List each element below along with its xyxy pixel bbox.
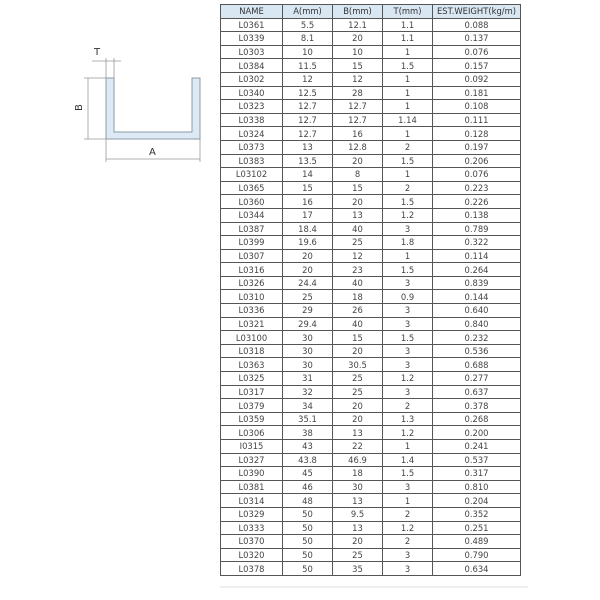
cell-name: L0329 [221, 507, 283, 521]
cell-b: 13 [333, 494, 383, 508]
cell-a: 34 [283, 399, 333, 413]
cell-t: 2 [383, 399, 433, 413]
cell-b: 13 [333, 521, 383, 535]
cell-b: 8 [333, 168, 383, 182]
cell-name: L0339 [221, 32, 283, 46]
cell-t: 1.1 [383, 32, 433, 46]
cell-a: 38 [283, 426, 333, 440]
cell-weight: 0.789 [433, 222, 521, 236]
cell-b: 46.9 [333, 453, 383, 467]
cell-t: 1 [383, 168, 433, 182]
cell-name: L0306 [221, 426, 283, 440]
cell-weight: 0.157 [433, 59, 521, 73]
cell-t: 1.5 [383, 467, 433, 481]
cell-a: 48 [283, 494, 333, 508]
u-channel-diagram [70, 40, 220, 170]
table-row [221, 127, 521, 141]
cell-weight: 0.810 [433, 480, 521, 494]
cell-weight: 0.137 [433, 32, 521, 46]
cell-t: 1 [383, 86, 433, 100]
cell-a: 29.4 [283, 317, 333, 331]
column-header-name: NAME [221, 5, 283, 19]
cell-a: 12.7 [283, 100, 333, 114]
cell-a: 46 [283, 480, 333, 494]
cell-weight: 0.241 [433, 440, 521, 454]
table-row [221, 317, 521, 331]
cell-weight: 0.790 [433, 548, 521, 562]
cell-t: 3 [383, 480, 433, 494]
cell-name: L03102 [221, 168, 283, 182]
dimension-label-t: T [94, 47, 101, 58]
table-row [221, 18, 521, 32]
cell-a: 18.4 [283, 222, 333, 236]
table-row [221, 86, 521, 100]
cell-t: 1 [383, 45, 433, 59]
cell-t: 3 [383, 344, 433, 358]
u-channel-profile-icon [70, 40, 220, 170]
cell-weight: 0.489 [433, 535, 521, 549]
table-row [221, 385, 521, 399]
cell-weight: 0.144 [433, 290, 521, 304]
table-row [221, 290, 521, 304]
cell-t: 1.5 [383, 331, 433, 345]
cell-name: L0373 [221, 140, 283, 154]
cell-weight: 0.108 [433, 100, 521, 114]
table-row [221, 263, 521, 277]
table-row [221, 140, 521, 154]
cell-a: 15 [283, 181, 333, 195]
cell-a: 45 [283, 467, 333, 481]
cell-a: 43.8 [283, 453, 333, 467]
table-row [221, 358, 521, 372]
cell-b: 25 [333, 372, 383, 386]
table-row [221, 276, 521, 290]
column-header-weight: EST.WEIGHT(kg/m) [433, 5, 521, 19]
cell-b: 18 [333, 290, 383, 304]
table-row [221, 521, 521, 535]
cell-weight: 0.640 [433, 304, 521, 318]
cell-name: L0338 [221, 113, 283, 127]
cell-t: 1.3 [383, 412, 433, 426]
table-row [221, 32, 521, 46]
cell-t: 1.5 [383, 154, 433, 168]
cell-weight: 0.223 [433, 181, 521, 195]
cell-weight: 0.322 [433, 236, 521, 250]
table-row [221, 59, 521, 73]
cell-b: 20 [333, 195, 383, 209]
table-row [221, 100, 521, 114]
cell-b: 25 [333, 385, 383, 399]
cell-name: L0320 [221, 548, 283, 562]
cell-name: L0336 [221, 304, 283, 318]
cell-t: 3 [383, 317, 433, 331]
cell-a: 43 [283, 440, 333, 454]
cell-weight: 0.114 [433, 249, 521, 263]
cell-t: 1.1 [383, 18, 433, 32]
cell-t: 2 [383, 181, 433, 195]
cell-b: 25 [333, 548, 383, 562]
cell-b: 25 [333, 236, 383, 250]
cell-t: 2 [383, 507, 433, 521]
cell-name: L0370 [221, 535, 283, 549]
cell-weight: 0.536 [433, 344, 521, 358]
cell-weight: 0.197 [433, 140, 521, 154]
cell-b: 30 [333, 480, 383, 494]
table-bottom-shadow [220, 586, 528, 588]
cell-b: 12.1 [333, 18, 383, 32]
cell-weight: 0.076 [433, 168, 521, 182]
cell-weight: 0.076 [433, 45, 521, 59]
cell-t: 1 [383, 127, 433, 141]
cell-b: 18 [333, 467, 383, 481]
cell-name: L0363 [221, 358, 283, 372]
cell-name: L0390 [221, 467, 283, 481]
cell-a: 8.1 [283, 32, 333, 46]
cell-b: 9.5 [333, 507, 383, 521]
cell-t: 1.8 [383, 236, 433, 250]
cell-weight: 0.277 [433, 372, 521, 386]
cell-b: 13 [333, 208, 383, 222]
table-row [221, 168, 521, 182]
cell-t: 1.14 [383, 113, 433, 127]
cell-a: 20 [283, 249, 333, 263]
cell-b: 20 [333, 154, 383, 168]
column-header-b: B(mm) [333, 5, 383, 19]
cell-weight: 0.181 [433, 86, 521, 100]
table-row [221, 535, 521, 549]
cell-name: I0315 [221, 440, 283, 454]
cell-t: 1 [383, 494, 433, 508]
cell-b: 16 [333, 127, 383, 141]
cell-b: 40 [333, 276, 383, 290]
cell-t: 1.4 [383, 453, 433, 467]
cell-b: 12.7 [333, 100, 383, 114]
cell-t: 1.2 [383, 208, 433, 222]
cell-name: L0316 [221, 263, 283, 277]
cell-a: 32 [283, 385, 333, 399]
cell-t: 3 [383, 304, 433, 318]
table-header-row [221, 5, 521, 19]
cell-name: L0326 [221, 276, 283, 290]
cell-weight: 0.092 [433, 72, 521, 86]
column-header-a: A(mm) [283, 5, 333, 19]
cell-t: 1.5 [383, 263, 433, 277]
table-body [221, 18, 521, 575]
cell-b: 28 [333, 86, 383, 100]
cell-name: L0318 [221, 344, 283, 358]
cell-name: L0365 [221, 181, 283, 195]
table-row [221, 372, 521, 386]
table-row [221, 45, 521, 59]
cell-a: 13 [283, 140, 333, 154]
table-row [221, 154, 521, 168]
cell-name: L0361 [221, 18, 283, 32]
cell-name: L0383 [221, 154, 283, 168]
cell-a: 25 [283, 290, 333, 304]
cell-name: L03100 [221, 331, 283, 345]
cell-a: 50 [283, 507, 333, 521]
cell-t: 3 [383, 222, 433, 236]
table-row [221, 344, 521, 358]
cell-t: 2 [383, 140, 433, 154]
cell-weight: 0.138 [433, 208, 521, 222]
cell-a: 13.5 [283, 154, 333, 168]
cell-b: 12.8 [333, 140, 383, 154]
cell-weight: 0.111 [433, 113, 521, 127]
cell-t: 1.2 [383, 372, 433, 386]
cell-a: 30 [283, 331, 333, 345]
cell-weight: 0.317 [433, 467, 521, 481]
cell-b: 20 [333, 399, 383, 413]
table-row [221, 440, 521, 454]
cell-b: 13 [333, 426, 383, 440]
cell-b: 15 [333, 181, 383, 195]
cell-a: 12.5 [283, 86, 333, 100]
cell-weight: 0.264 [433, 263, 521, 277]
table-row [221, 494, 521, 508]
cell-name: L0325 [221, 372, 283, 386]
cell-t: 1 [383, 440, 433, 454]
cell-weight: 0.839 [433, 276, 521, 290]
cell-name: L0327 [221, 453, 283, 467]
table-row [221, 426, 521, 440]
cell-weight: 0.268 [433, 412, 521, 426]
cell-b: 20 [333, 535, 383, 549]
cell-name: L0303 [221, 45, 283, 59]
cell-t: 3 [383, 385, 433, 399]
cell-t: 0.9 [383, 290, 433, 304]
table-row [221, 467, 521, 481]
cell-b: 23 [333, 263, 383, 277]
cell-weight: 0.200 [433, 426, 521, 440]
cell-a: 50 [283, 535, 333, 549]
cell-a: 30 [283, 344, 333, 358]
cell-name: L0399 [221, 236, 283, 250]
cell-b: 12 [333, 72, 383, 86]
cell-weight: 0.226 [433, 195, 521, 209]
cell-name: L0340 [221, 86, 283, 100]
cell-t: 1.2 [383, 521, 433, 535]
cell-t: 1.5 [383, 195, 433, 209]
table-row [221, 304, 521, 318]
cell-b: 15 [333, 59, 383, 73]
dimension-label-a: A [149, 147, 156, 158]
cell-t: 3 [383, 562, 433, 576]
cell-name: L0314 [221, 494, 283, 508]
cell-t: 3 [383, 358, 433, 372]
cell-a: 14 [283, 168, 333, 182]
table-row [221, 548, 521, 562]
table-row [221, 412, 521, 426]
cell-weight: 0.352 [433, 507, 521, 521]
cell-a: 12.7 [283, 127, 333, 141]
cell-weight: 0.840 [433, 317, 521, 331]
cell-b: 40 [333, 222, 383, 236]
cell-a: 16 [283, 195, 333, 209]
cell-name: L0381 [221, 480, 283, 494]
cell-name: L0317 [221, 385, 283, 399]
cell-name: L0323 [221, 100, 283, 114]
cell-a: 35.1 [283, 412, 333, 426]
table-row [221, 195, 521, 209]
cell-b: 12.7 [333, 113, 383, 127]
cell-b: 20 [333, 412, 383, 426]
cell-a: 30 [283, 358, 333, 372]
cell-t: 1 [383, 249, 433, 263]
cell-weight: 0.688 [433, 358, 521, 372]
table-row [221, 331, 521, 345]
cell-a: 24.4 [283, 276, 333, 290]
cell-a: 50 [283, 548, 333, 562]
cell-name: L0387 [221, 222, 283, 236]
cell-b: 20 [333, 32, 383, 46]
cell-name: L0307 [221, 249, 283, 263]
cell-b: 26 [333, 304, 383, 318]
table-row [221, 399, 521, 413]
table-row [221, 181, 521, 195]
table-row [221, 507, 521, 521]
cell-name: L0379 [221, 399, 283, 413]
cell-b: 40 [333, 317, 383, 331]
cell-name: L0344 [221, 208, 283, 222]
cell-name: L0310 [221, 290, 283, 304]
cell-t: 1 [383, 100, 433, 114]
table-row [221, 453, 521, 467]
cell-b: 30.5 [333, 358, 383, 372]
cell-a: 20 [283, 263, 333, 277]
cell-name: L0360 [221, 195, 283, 209]
cell-name: L0302 [221, 72, 283, 86]
table-row [221, 208, 521, 222]
cell-weight: 0.537 [433, 453, 521, 467]
cell-a: 31 [283, 372, 333, 386]
cell-t: 1.2 [383, 426, 433, 440]
cell-a: 12.7 [283, 113, 333, 127]
cell-weight: 0.232 [433, 331, 521, 345]
cell-name: L0359 [221, 412, 283, 426]
cell-name: L0378 [221, 562, 283, 576]
cell-t: 3 [383, 548, 433, 562]
cell-a: 10 [283, 45, 333, 59]
table-row [221, 236, 521, 250]
cell-a: 11.5 [283, 59, 333, 73]
u-channel-spec-table [220, 4, 521, 576]
cell-a: 12 [283, 72, 333, 86]
table-row [221, 562, 521, 576]
cell-b: 10 [333, 45, 383, 59]
cell-weight: 0.206 [433, 154, 521, 168]
cell-a: 50 [283, 562, 333, 576]
cell-a: 50 [283, 521, 333, 535]
cell-b: 35 [333, 562, 383, 576]
cell-weight: 0.088 [433, 18, 521, 32]
dimension-label-b: B [73, 104, 85, 111]
cell-b: 15 [333, 331, 383, 345]
cell-b: 20 [333, 344, 383, 358]
table-row [221, 72, 521, 86]
cell-a: 19.6 [283, 236, 333, 250]
cell-t: 2 [383, 535, 433, 549]
cell-weight: 0.204 [433, 494, 521, 508]
cell-weight: 0.128 [433, 127, 521, 141]
column-header-t: T(mm) [383, 5, 433, 19]
cell-name: L0384 [221, 59, 283, 73]
cell-weight: 0.637 [433, 385, 521, 399]
table-row [221, 480, 521, 494]
cell-t: 3 [383, 276, 433, 290]
cell-b: 22 [333, 440, 383, 454]
cell-b: 12 [333, 249, 383, 263]
cell-weight: 0.378 [433, 399, 521, 413]
cell-name: L0324 [221, 127, 283, 141]
cell-t: 1.5 [383, 59, 433, 73]
cell-weight: 0.634 [433, 562, 521, 576]
cell-a: 29 [283, 304, 333, 318]
cell-a: 5.5 [283, 18, 333, 32]
table-row [221, 113, 521, 127]
table-row [221, 222, 521, 236]
cell-weight: 0.251 [433, 521, 521, 535]
cell-a: 17 [283, 208, 333, 222]
cell-name: L0321 [221, 317, 283, 331]
cell-t: 1 [383, 72, 433, 86]
table-row [221, 249, 521, 263]
cell-name: L0333 [221, 521, 283, 535]
